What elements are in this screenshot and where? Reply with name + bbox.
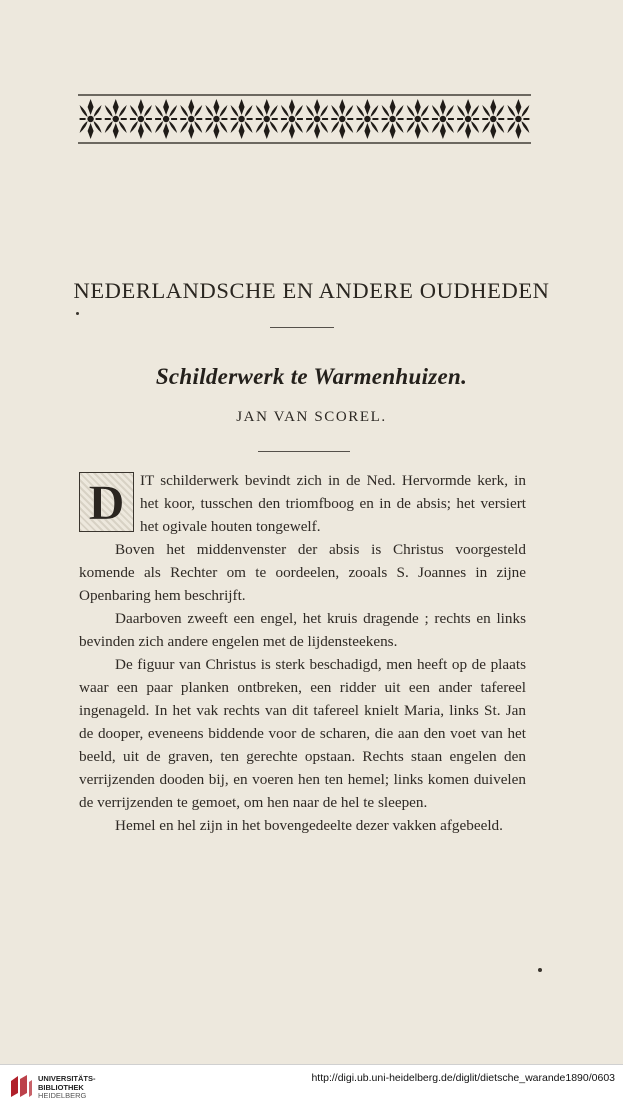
fleuron-icon xyxy=(407,99,429,139)
library-footer xyxy=(0,1064,623,1111)
paragraph-5: Hemel en hel zijn in het bovengedeelte dezer vakken afgebeeld. xyxy=(115,817,503,834)
fleuron-icon xyxy=(256,99,278,139)
section-heading: NEDERLANDSCHE EN ANDERE OUDHEDEN xyxy=(73,278,550,303)
speck xyxy=(76,312,79,315)
paragraph-1: D IT schilderwerk bevindt zich in de Ned. Hervormde kerk, in het koor, tusschen den triomfboog en in de absis; het versiert het ogivale houten tongewelf. xyxy=(79,469,526,538)
fleuron-icon xyxy=(356,99,378,139)
article-body xyxy=(79,469,526,837)
fleuron-icon xyxy=(180,99,202,139)
fleuron-icon xyxy=(482,99,504,139)
fleuron-icon xyxy=(306,99,328,139)
library-logo-icon xyxy=(8,1073,34,1101)
fleuron-icon xyxy=(205,99,227,139)
paragraph-3: Daarboven zweeft een engel, het kruis dragende ; rechts en links bevinden zich andere engelen met de lijdensteekens. xyxy=(79,610,526,650)
fleuron-icon xyxy=(231,99,253,139)
paragraph-4: De figuur van Christus is sterk beschadigd, men heeft op de plaats waar een paar planken ontbreken, een ridder uit een ander tafereel ingenageld. In het vak rechts van dit tafereel knielt Maria, links St. Jan de dooper, eveneens biddende voor de scharen, die aan den voet van het beeld, uit de graven, ten gerechte opstaan. Rechts staan engelen den verrijzenden dooden bij, en voeren hen ten hemel; links komen duivelen de verrijzenden te gemoet, om hen naar de hel te sleepen. xyxy=(79,656,526,811)
fleuron-icon xyxy=(432,99,454,139)
fleuron-icon xyxy=(80,99,102,139)
drop-cap: D xyxy=(79,472,134,532)
ornamental-border xyxy=(78,93,531,145)
speck xyxy=(538,968,542,972)
author-line: JAN VAN SCOREL. xyxy=(236,409,387,425)
paragraph-2: Boven het middenvenster der absis is Christus voorgesteld komende als Rechter om te oordeelen, zooals S. Joannes in zijne Openbaring hem beschrijft. xyxy=(79,541,526,604)
fleuron-icon xyxy=(457,99,479,139)
article-title: Schilderwerk te Warmenhuizen. xyxy=(155,364,468,389)
fleuron-icon xyxy=(331,99,353,139)
source-url-link[interactable]: http://digi.ub.uni-heidelberg.de/diglit/dietsche_warande1890/0603 xyxy=(311,1072,615,1084)
fleuron-icon xyxy=(130,99,152,139)
library-name: UNIVERSITÄTS- BIBLIOTHEK HEIDELBERG xyxy=(38,1074,96,1100)
fleuron-icon xyxy=(105,99,127,139)
divider-rule-top xyxy=(270,327,334,328)
divider-rule-bottom xyxy=(258,451,350,452)
fleuron-icon xyxy=(281,99,303,139)
fleuron-icon xyxy=(507,99,529,139)
fleuron-icon xyxy=(382,99,404,139)
fleuron-icon xyxy=(155,99,177,139)
